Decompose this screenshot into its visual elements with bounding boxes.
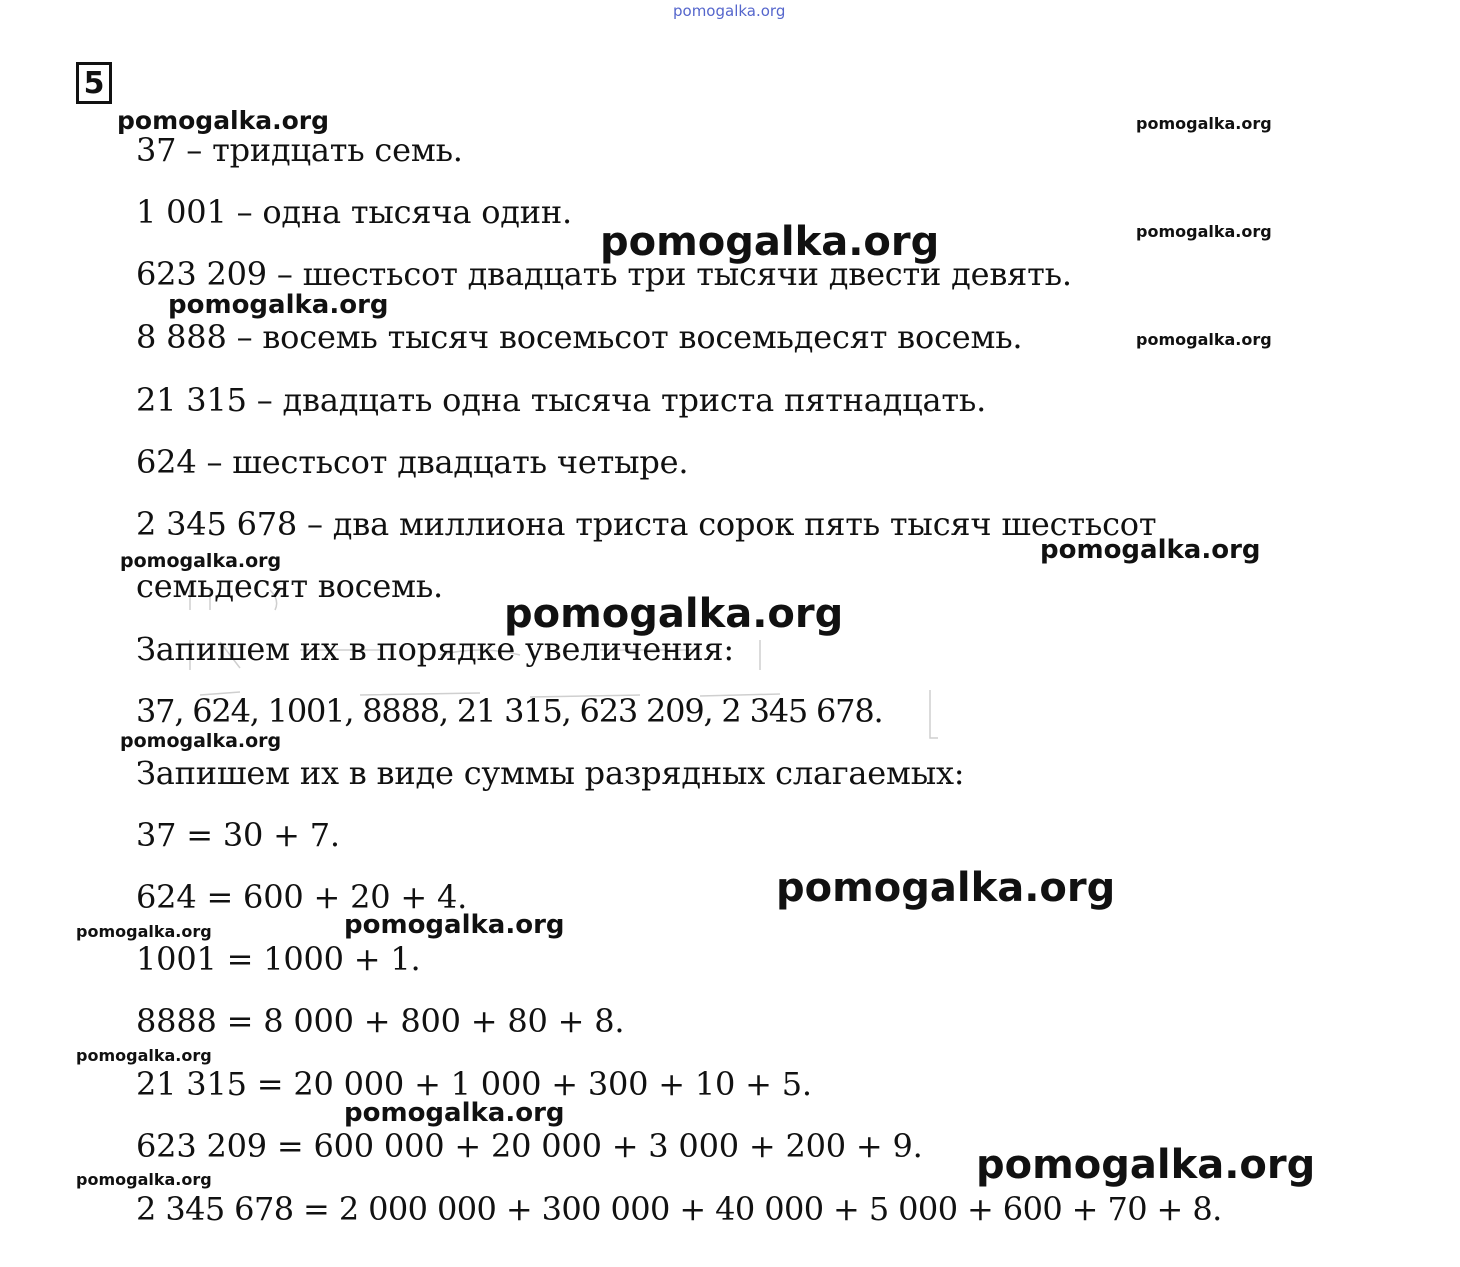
- watermark: pomogalka.org: [120, 550, 282, 572]
- watermark: pomogalka.org: [168, 290, 389, 320]
- line-5: 21 315 – двадцать одна тысяча триста пятнадцать.: [136, 381, 987, 419]
- watermark: pomogalka.org: [120, 730, 282, 752]
- watermark-top: pomogalka.org: [673, 2, 786, 20]
- line-9: Запишем их в порядке увеличения:: [136, 630, 734, 668]
- line-17: 623 209 = 600 000 + 20 000 + 3 000 + 200 + 9.: [136, 1127, 923, 1165]
- watermark: pomogalka.org: [504, 591, 844, 637]
- watermark: pomogalka.org: [776, 865, 1116, 911]
- watermark: pomogalka.org: [76, 1046, 212, 1065]
- watermark: pomogalka.org: [600, 219, 940, 265]
- line-7: 2 345 678 – два миллиона триста сорок пять тысяч шестьсот: [136, 505, 1157, 543]
- watermark: pomogalka.org: [344, 1098, 565, 1128]
- line-4: 8 888 – восемь тысяч восемьсот восемьдесят восемь.: [136, 318, 1023, 356]
- line-16: 21 315 = 20 000 + 1 000 + 300 + 10 + 5.: [136, 1065, 812, 1103]
- watermark: pomogalka.org: [1136, 114, 1272, 133]
- line-15: 8888 = 8 000 + 800 + 80 + 8.: [136, 1002, 625, 1040]
- watermark: pomogalka.org: [976, 1142, 1316, 1188]
- line-1: 37 – тридцать семь.: [136, 131, 463, 169]
- line-8: семьдесят восемь.: [136, 567, 444, 605]
- line-12: 37 = 30 + 7.: [136, 816, 340, 854]
- watermark: pomogalka.org: [76, 1170, 212, 1189]
- line-13: 624 = 600 + 20 + 4.: [136, 878, 468, 916]
- line-6: 624 – шестьсот двадцать четыре.: [136, 443, 689, 481]
- line-18: 2 345 678 = 2 000 000 + 300 000 + 40 000 + 5 000 + 600 + 70 + 8.: [136, 1190, 1222, 1228]
- line-10: 37, 624, 1001, 8888, 21 315, 623 209, 2 345 678.: [136, 692, 883, 730]
- watermark: pomogalka.org: [1136, 222, 1272, 241]
- task-number: 5: [76, 62, 112, 104]
- line-11: Запишем их в виде суммы разрядных слагаемых:: [136, 754, 965, 792]
- watermark: pomogalka.org: [344, 910, 565, 940]
- watermark: pomogalka.org: [1040, 535, 1261, 565]
- watermark: pomogalka.org: [1136, 330, 1272, 349]
- line-3: 623 209 – шестьсот двадцать три тысячи двести девять.: [136, 255, 1072, 293]
- line-2: 1 001 – одна тысяча один.: [136, 193, 572, 231]
- watermark: pomogalka.org: [76, 922, 212, 941]
- line-14: 1001 = 1000 + 1.: [136, 940, 421, 978]
- watermark: pomogalka.org: [117, 106, 330, 135]
